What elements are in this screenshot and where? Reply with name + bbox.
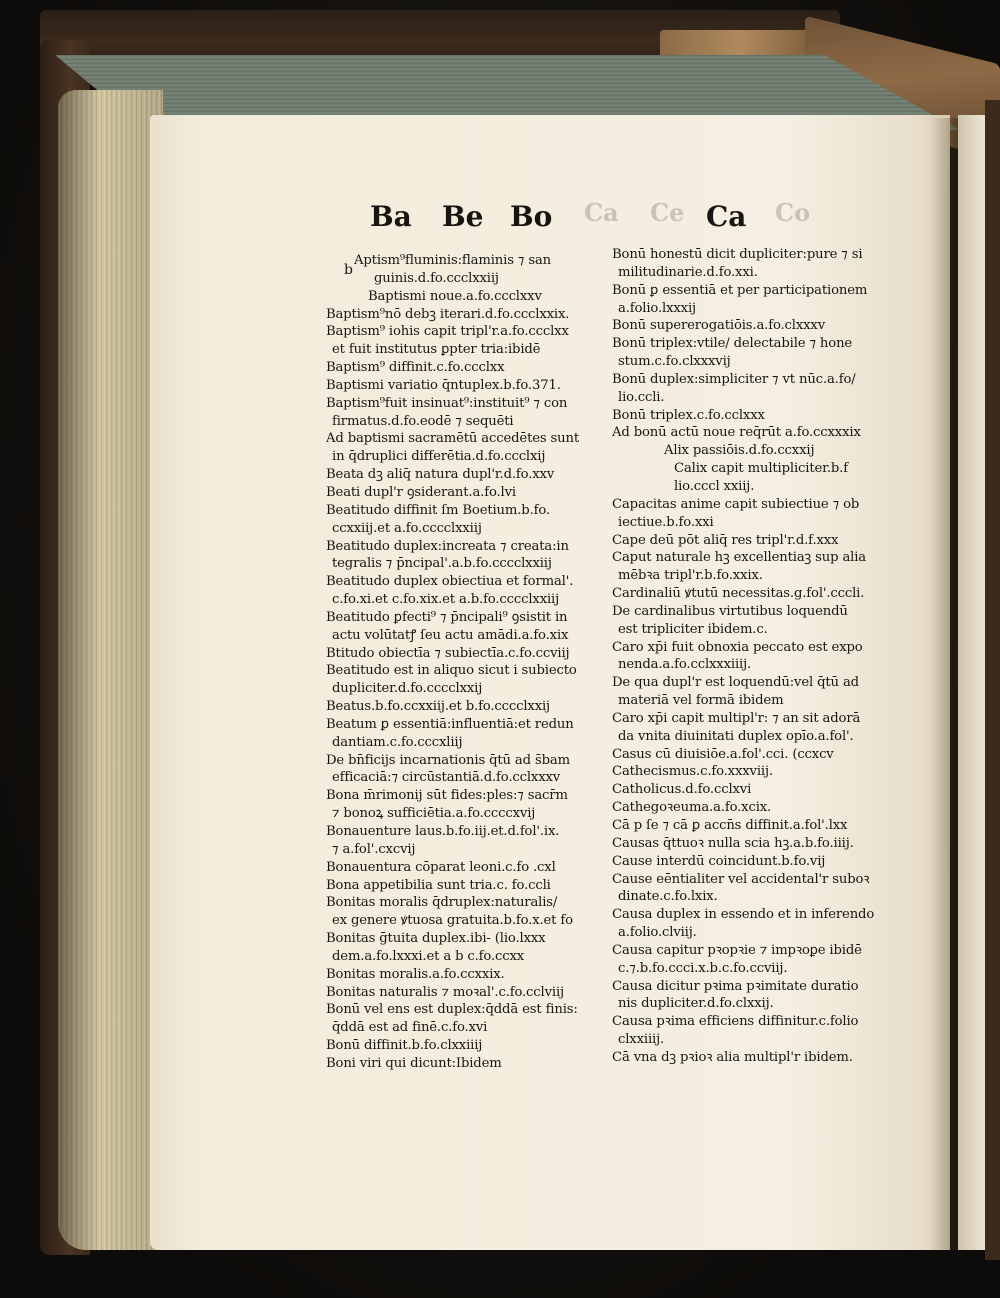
right-column-line: De cardinalibus virtutibus loquendū bbox=[612, 603, 848, 619]
left-column-line: Beatitudo diffinit̄ ſm Boetium.b.fo. bbox=[326, 502, 550, 518]
right-column-line: Caro xp̄i fuit obnoxia peccato est expo bbox=[612, 639, 863, 655]
right-column-line: De qua dupl'r est loquendū:vel q̄tū ad bbox=[612, 675, 859, 691]
left-column-line: Baptism⁹fuit insinuat⁹:instituit⁹ ⁊ con bbox=[326, 395, 568, 411]
left-column-line: Bonitas moralis q̄druplex:naturalis/ bbox=[326, 895, 558, 911]
left-column-line: Bonitas naturalis ⁊ moꝛal'.c.fo.cclviij bbox=[326, 984, 564, 1000]
left-column-line: dantiam.c.fo.cccxliij bbox=[332, 734, 463, 750]
right-column-line: Bonū duplex:simpliciter ⁊ vt nūc.a.fo/ bbox=[612, 371, 856, 387]
right-column-line: Bonū triplex.c.fo.cclxxx bbox=[612, 407, 765, 423]
headword-bo: Bo bbox=[510, 200, 553, 233]
left-column-line: Beata dꝫ aliq̄ natura dupl'r.d.fo.xxv bbox=[326, 467, 555, 483]
right-column-line: materiā vel formā ibidem bbox=[618, 693, 784, 709]
left-column-line: firmatus.d.fo.eodē ⁊ sequēti bbox=[332, 413, 514, 429]
book-cover-right bbox=[985, 100, 1000, 1260]
left-column-line: Beatum ꝑ essentiā:influentiā:et redun bbox=[326, 716, 574, 732]
right-column-line: mēbꝛa tripl'r.b.fo.xxix. bbox=[618, 568, 763, 584]
right-column-line: est tripliciter ibidem.c. bbox=[618, 621, 768, 637]
right-column-line: da vnita diuinitati duplex opīo.a.fol'. bbox=[618, 728, 854, 744]
right-column-line: Cā vna dꝫ pꝛioꝛ alia multipl'r ibidem. bbox=[612, 1049, 853, 1065]
right-column-line: a.folio.lxxxij bbox=[618, 300, 696, 316]
headword-ghost-co: Co bbox=[775, 198, 811, 227]
right-column-line: Casus cū diuisiōe.a.fol'.cci. (ccxcv bbox=[612, 746, 834, 762]
right-column-line: Caro xp̄i capit̄ multipl'r: ⁊ an sit adorā bbox=[612, 710, 861, 726]
left-column-line: Bona m̄rimonij sūt fides:ples:⁊ sacr̄m bbox=[326, 788, 568, 804]
right-column-line: stum.c.fo.clxxxvij bbox=[618, 354, 731, 370]
left-column-line: Bona appetibilia sunt tria.c. fo.ccli bbox=[326, 877, 551, 893]
headword-be: Be bbox=[442, 200, 484, 233]
right-column-line: nis dupliciter.d.fo.clxxij. bbox=[618, 996, 774, 1012]
section-marker-b: b bbox=[344, 262, 353, 278]
right-column-line: Ad bonū actū noue req̄rūt̄ a.fo.ccxxxix bbox=[612, 425, 861, 441]
right-column-line: Causa pꝛima efficiens diffinitur.c.folio bbox=[612, 1014, 859, 1030]
right-column-line: Cape deū pōt aliq̄ res tripl'r.d.f.xxx bbox=[612, 532, 839, 548]
right-column-line: a.folio.clviij. bbox=[618, 925, 697, 941]
right-text-column bbox=[612, 246, 887, 1067]
left-column-line: Beatitudo est in aliquo sicut i subiecto bbox=[326, 663, 577, 679]
left-column-line: in q̄druplici differētia.d.fo.ccclxij bbox=[332, 449, 546, 465]
left-column-line: et fuit institutus ꝑpter tria:ibidē bbox=[332, 342, 541, 358]
right-column-line: lio.ccli. bbox=[618, 389, 665, 405]
right-column-line: Cause eēntialiter vel accidental'r suboꝛ bbox=[612, 871, 870, 887]
left-column-line: dem.a.fo.lxxxi.et a b c.fo.ccxx bbox=[332, 948, 525, 964]
left-column-line: Baptism⁹nō debꝫ iterari.d.fo.ccclxxix. bbox=[326, 306, 570, 322]
right-column-line: Bonū triplex:vtile/ delectabile ⁊ hone bbox=[612, 336, 853, 352]
left-column-line: q̄ddā est ad finē.c.fo.xvi bbox=[332, 1020, 488, 1036]
left-column-line: Beatitudo duplex:increata ⁊ creata:in bbox=[326, 538, 569, 554]
right-column-line: Causa capitur pꝛopꝛie ⁊ impꝛoꝑe ibidē bbox=[612, 942, 862, 958]
left-column-line: guinis.d.fo.ccclxxiij bbox=[374, 270, 499, 286]
left-column-line: De bn̄ficijs incarnationis q̄tū ad s̄bam bbox=[326, 752, 570, 768]
left-column-line: Ad baptismi sacramētū accedētes sunt bbox=[326, 431, 579, 447]
right-column-line: Cā p ſe ⁊ cā ꝑ accn̄s diffinit̄.a.fol'.lxx bbox=[612, 818, 848, 833]
left-column-line: Btitudo obiectīa ⁊ subiectīa.c.fo.ccviij bbox=[326, 645, 570, 661]
left-column-line: Bonitas ḡtuita duplex.ibi- (lio.lxxx bbox=[326, 931, 546, 947]
left-column-line: ex genere ꝟtuosa gratuita.b.fo.x.et fo bbox=[332, 913, 573, 929]
right-column-line: lio.cccl xxiij. bbox=[674, 478, 755, 494]
headword-ghost-ce: Ce bbox=[650, 198, 685, 227]
right-column-line: Capacitas anime capit̄ subiectiue ⁊ ob bbox=[612, 496, 860, 512]
left-column-line: Baptism⁹ diffinit̄.c.fo.ccclxx bbox=[326, 360, 505, 376]
right-column-line: Bonū supererogatiōis.a.fo.clxxxv bbox=[612, 318, 826, 334]
right-column-line: Caput naturale hꝫ excellentiaꝫ sup alia bbox=[612, 550, 867, 566]
left-column-line: Beatitudo duplex obiectiua et formal'. bbox=[326, 574, 574, 590]
left-column-line: actu volūtatꝭ ſeu actu amādi.a.fo.xix bbox=[332, 627, 569, 643]
right-column-line: Causa dicitur pꝛima pꝛimitate duratio bbox=[612, 978, 859, 994]
right-column-line: militudinarie.d.fo.xxi. bbox=[618, 264, 758, 280]
left-column-line: Bonauentura cōparat̄ leoni.c.fo .cxl bbox=[326, 859, 556, 875]
right-column-line: clxxiiij. bbox=[618, 1032, 665, 1048]
right-column-line: Cause interdū coincidunt.b.fo.vij bbox=[612, 853, 826, 869]
left-column-line: Aptism⁹fluminis:flaminis ⁊ san bbox=[354, 253, 552, 268]
right-column-line: Causas q̄ttuoꝛ nulla scia hꝫ.a.b.fo.iiij. bbox=[612, 835, 854, 851]
right-column-line: nenda.a.fo.cclxxxiiij. bbox=[618, 657, 752, 673]
right-column-line: Cathecismus.c.fo.xxxviij. bbox=[612, 764, 773, 780]
right-column-line: iectiue.b.fo.xxi bbox=[618, 514, 714, 530]
left-column-line: ccxxiij.et a.fo.cccclxxiij bbox=[332, 520, 482, 536]
headword-ba: Ba bbox=[370, 200, 412, 233]
left-column-line: ⁊ a.fol'.cxcvij bbox=[332, 841, 416, 857]
right-column-line: Bonū honestū dicit̄ dupliciter:pure ⁊ si bbox=[612, 247, 863, 262]
right-column-line: Causa duplex in essendo et in inferendo bbox=[612, 907, 875, 923]
right-column-line: Cardinaliū ꝟtutū necessitas.g.fol'.cccli. bbox=[612, 586, 865, 602]
headword-ghost-ca: Ca bbox=[584, 198, 619, 227]
left-column-line: Bonauenture laus.b.fo.iij.et.d.fol'.ix. bbox=[326, 824, 560, 839]
left-column-line: dupliciter.d.fo.cccclxxij bbox=[332, 681, 483, 697]
left-column-line: Bonū diffinit̄.b.fo.clxxiiij bbox=[326, 1038, 483, 1054]
right-column-line: dinate.c.fo.lxix. bbox=[618, 889, 718, 905]
left-column-line: Bonitas moralis.a.fo.ccxxix. bbox=[326, 966, 505, 982]
left-column-line: c.fo.xi.et c.fo.xix.et a.b.fo.cccclxxiij bbox=[332, 592, 560, 608]
left-column-line: Beatitudo ꝑfecti⁹ ⁊ p̄ncipali⁹ ꝯsistit in bbox=[326, 609, 568, 625]
left-column-line: Bonū vel ens est duplex:q̄ddā est finis: bbox=[326, 1002, 578, 1018]
right-column-line: Catholicus.d.fo.cclxvi bbox=[612, 782, 752, 798]
left-column-line: Boni viri qui dicunt̄:Ibidem bbox=[326, 1055, 502, 1071]
right-column-line: Calix capit̄ multipliciter.b.f bbox=[674, 461, 848, 477]
right-column-line: c.⁊.b.fo.ccci.x.b.c.fo.ccviij. bbox=[618, 960, 788, 976]
headword-ca: Ca bbox=[706, 200, 747, 233]
left-column-line: Baptismi noue.a.fo.cccl̄xxv bbox=[368, 288, 542, 304]
right-column-line: Cathegoꝛeuma.a.fo.xcix. bbox=[612, 800, 772, 816]
left-column-line: Baptism⁹ iohis capit̄ tripl'r.a.fo.ccclxx bbox=[326, 324, 569, 340]
left-text-column bbox=[326, 252, 602, 1073]
right-column-line: Bonū ꝑ essentiā et per participationem bbox=[612, 282, 868, 298]
left-column-line: ⁊ bonoꝝ sufficiētia.a.fo.ccccxvij bbox=[332, 806, 536, 822]
right-column-line: Alix passiōis.d.fo.ccxxij bbox=[664, 443, 815, 459]
left-column-line: Beati dupl'r ꝯsiderant̄.a.fo.lvi bbox=[326, 484, 516, 500]
left-column-line: Beatus.b.fo.ccxxiij.et b.fo.cccclxxij bbox=[326, 699, 550, 715]
left-column-line: tegralis ⁊ p̄ncipal'.a.b.fo.cccclxxiij bbox=[332, 556, 552, 572]
left-column-line: Baptismi variatio q̄ntuplex.b.fo.371. bbox=[326, 377, 561, 393]
fore-edge-shadow bbox=[58, 90, 163, 1250]
left-column-line: efficaciā:⁊ circūstantiā.d.fo.cclxxxv bbox=[332, 770, 561, 786]
